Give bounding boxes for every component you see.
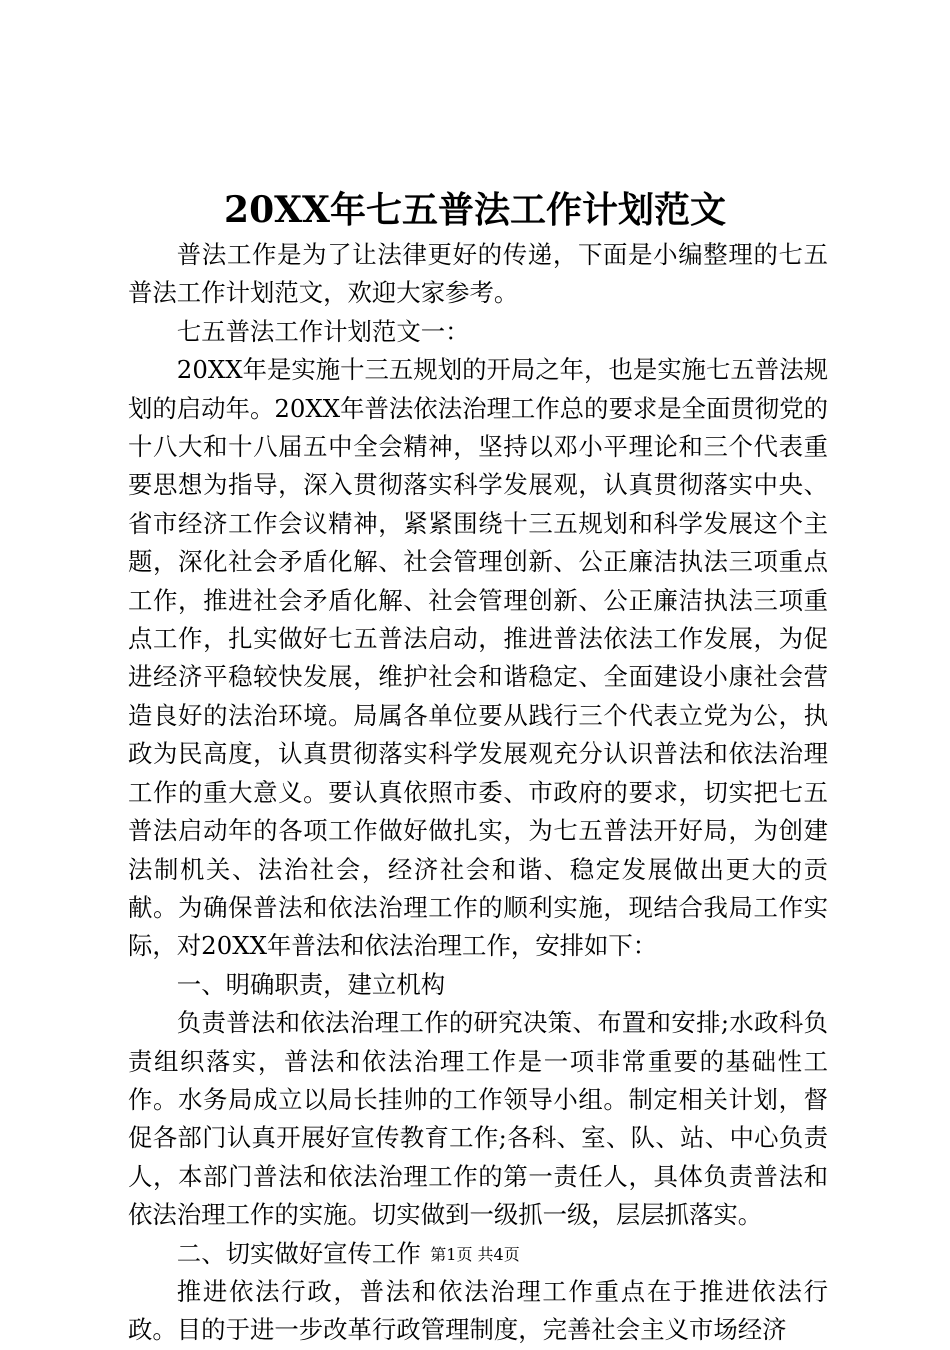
paragraph: 推进依法行政，普法和依法治理工作重点在于推进依法行政。目的于进一步改革行政管理制度，完善社会主义市场经济 (128, 1276, 828, 1345)
document-title: 20XX年七五普法工作计划范文 (224, 189, 726, 231)
document-body (128, 236, 828, 1350)
section-heading: 二、切实做好宣传工作 (176, 1238, 421, 1268)
paragraph: 普法工作是为了让法律更好的传递，下面是小编整理的七五普法工作计划范文，欢迎大家参考。 (128, 240, 828, 308)
paragraph: 负责普法和依法治理工作的研究决策、布置和安排;水政科负责组织落实，普法和依法治理工作是一项非常重要的基础性工作。水务局成立以局长挂帅的工作领导小组。制定相关计划，督促各部门认真开展好宣传教育工作;各科、室、队、站、中心负责人，本部门普法和依法治理工作的第一责任人，具体负责普法和依法治理工作的实施。切实做到一级抓一级，层层抓落实。 (128, 1008, 828, 1230)
paragraph: 七五普法工作计划范文一： (176, 316, 470, 346)
paragraph: 20XX年是实施十三五规划的开局之年，也是实施七五普法规划的启动年。20XX年普法依法治理工作总的要求是全面贯彻党的十八大和十八届五中全会精神，坚持以邓小平理论和三个代表重要思想为指导，深入贯彻落实科学发展观，认真贯彻落实中央、省市经济工作会议精神，紧紧围绕十三五规划和科学发展这个主题，深化社会矛盾化解、社会管理创新、公正廉洁执法三项重点工作，推进社会矛盾化解、社会管理创新、公正廉洁执法三项重点工作，扎实做好七五普法启动，推进普法依法工作发展，为促进经济平稳较快发展，维护社会和谐稳定、全面建设小康社会营造良好的法治环境。局属各单位要从践行三个代表立党为公，执政为民高度，认真贯彻落实科学发展观充分认识普法和依法治理工作的重大意义。要认真依照市委、市政府的要求，切实把七五普法启动年的各项工作做好做扎实，为七五普法开好局，为创建法制机关、法治社会，经济社会和谐、稳定发展做出更大的贡献。为确保普法和依法治理工作的顺利实施，现结合我局工作实际，对20XX年普法和依法治理工作，安排如下： (128, 355, 828, 961)
section-heading: 一、明确职责，建立机构 (176, 969, 446, 999)
page-footer: 第1页 共4页 (430, 1245, 520, 1264)
